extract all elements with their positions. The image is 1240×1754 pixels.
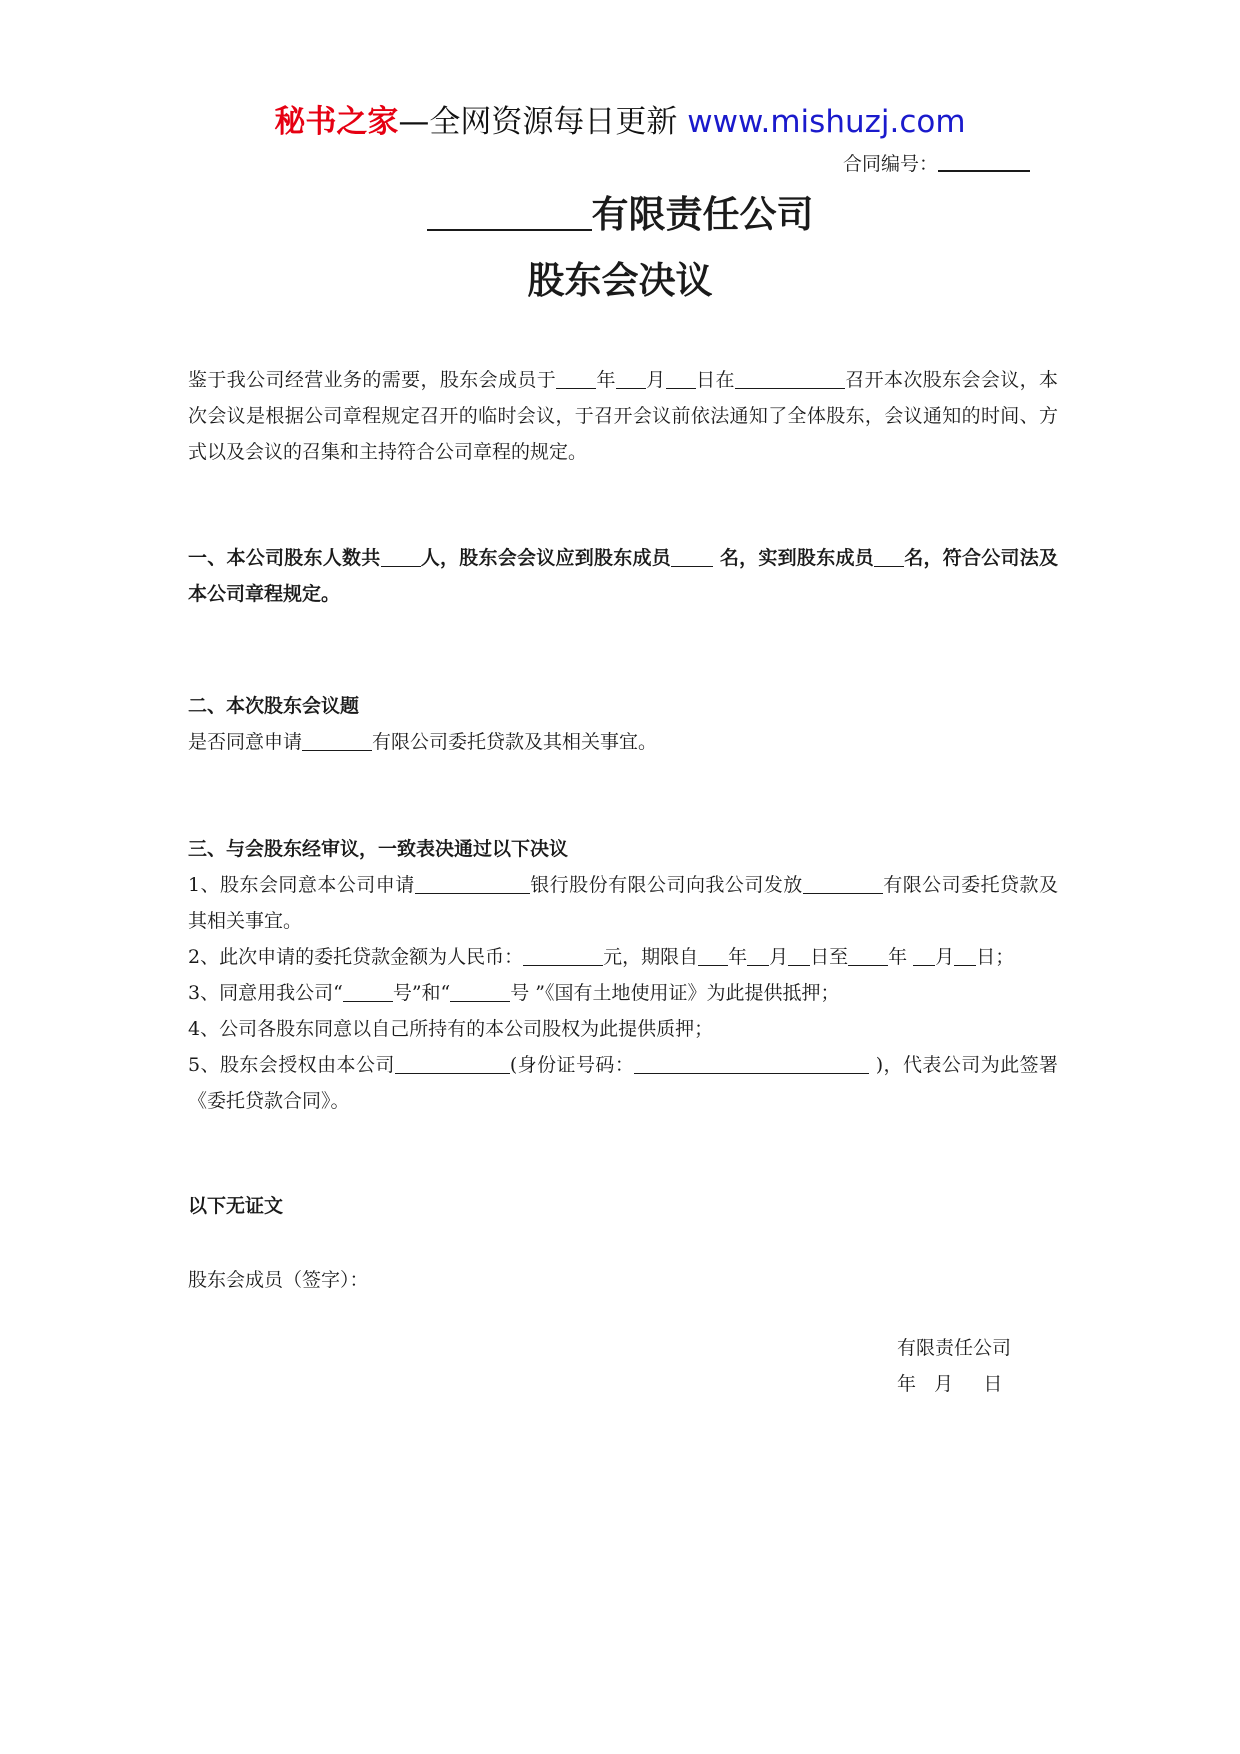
company-name-blank xyxy=(427,191,592,231)
resolution-item-1 xyxy=(188,867,1058,939)
document-title: 股东会决议 xyxy=(527,259,713,302)
contract-number xyxy=(843,150,1030,178)
banner-url: www.mishuzj.com xyxy=(687,104,966,140)
bank-blank xyxy=(415,873,530,894)
section3-heading: 三、与会股东经审议，一致表决通过以下决议 xyxy=(188,838,569,860)
item2-text-2: 元，期限自 xyxy=(603,946,699,968)
no-text-below: 以下无证文 xyxy=(188,1195,284,1217)
item2-text-5: 日至 xyxy=(810,946,849,968)
item3-text-1: 3、同意用我公司“ xyxy=(188,982,343,1004)
lending-company-blank xyxy=(803,873,883,894)
resolution-item-5 xyxy=(188,1047,1058,1119)
intro-text-1: 鉴于我公司经营业务的需要，股东会成员于 xyxy=(188,369,557,391)
lender-company-blank xyxy=(302,730,372,751)
contract-number-blank xyxy=(938,150,1030,172)
section2-text-2: 有限公司委托贷款及其相关事宜。 xyxy=(372,731,658,753)
start-day-blank xyxy=(788,945,810,966)
year-blank xyxy=(556,368,596,389)
resolution-item-4: 4、公司各股东同意以自己所持有的本公司股权为此提供质押； xyxy=(188,1018,714,1040)
actual-members-blank xyxy=(874,546,904,567)
item1-text-1: 1、股东会同意本公司申请 xyxy=(188,874,415,896)
end-day-blank xyxy=(954,945,976,966)
item1-text-3: 有限公司委托贷款及其相关事宜。 xyxy=(188,874,1058,932)
section1-text-3: 名，实到股东成员 xyxy=(713,547,874,569)
certificate-no-2-blank xyxy=(450,981,510,1002)
signature-label: 股东会成员（签字）： xyxy=(188,1269,369,1291)
resolution-item-3 xyxy=(188,975,1058,1011)
section1-text-1: 一、本公司股东人数共 xyxy=(188,547,381,569)
section1-text-2: 人，股东会会议应到股东成员 xyxy=(420,547,672,569)
site-banner xyxy=(0,100,1240,144)
item2-text-7: 月 xyxy=(935,946,955,968)
sign-company: 有限责任公司 xyxy=(897,1337,1012,1359)
end-month-blank xyxy=(913,945,935,966)
id-number-blank xyxy=(634,1053,869,1074)
end-year-blank xyxy=(848,945,888,966)
item2-text-8: 日； xyxy=(976,946,1015,968)
section2-heading: 二、本次股东会议题 xyxy=(188,695,360,717)
item3-text-3: 号 ”《国有土地使用证》为此提供抵押； xyxy=(510,982,840,1004)
item2-text-6: 年 xyxy=(888,946,914,968)
month-blank xyxy=(616,368,646,389)
authorized-person-blank xyxy=(395,1053,510,1074)
section-1 xyxy=(188,540,1058,612)
company-title xyxy=(0,190,1240,240)
company-suffix: 有限责任公司 xyxy=(591,193,814,236)
section-2 xyxy=(188,688,1058,760)
certificate-no-1-blank xyxy=(343,981,393,1002)
day-blank xyxy=(666,368,696,389)
amount-blank xyxy=(523,945,603,966)
item2-text-4: 月 xyxy=(769,946,789,968)
contract-number-label: 合同编号： xyxy=(842,153,938,175)
item3-text-2: 号”和“ xyxy=(392,982,451,1004)
section2-text-1: 是否同意申请 xyxy=(188,731,303,753)
intro-text-4: 日在 xyxy=(695,369,735,391)
intro-text-5: 召开本次股东会会议，本次会议是根据公司章程规定召开的临时会议，于召开会议前依法通知了全体股东，会议通知的时间、方式以及会议的召集和主持符合公司章程的规定。 xyxy=(188,369,1058,463)
section1-text-4: 名，符合公司法及本公司章程规定。 xyxy=(188,547,1058,605)
sign-date: 年 月 日 xyxy=(897,1373,1003,1395)
item2-text-1: 2、此次申请的委托贷款金额为人民币： xyxy=(188,946,524,968)
intro-text-3: 月 xyxy=(645,369,666,391)
intro-paragraph xyxy=(188,362,1058,470)
item1-text-2: 银行股份有限公司向我公司发放 xyxy=(529,874,803,896)
banner-slogan: —全网资源每日更新 xyxy=(398,104,688,140)
resolution-item-2 xyxy=(188,939,1058,975)
item5-text-2: (身份证号码： xyxy=(509,1054,635,1076)
item5-text-3: )，代表公司为此签署《委托贷款合同》。 xyxy=(188,1054,1058,1112)
start-year-blank xyxy=(698,945,728,966)
item5-text-1: 5、股东会授权由本公司 xyxy=(188,1054,395,1076)
place-blank xyxy=(735,368,845,389)
item2-text-3: 年 xyxy=(728,946,748,968)
start-month-blank xyxy=(747,945,769,966)
banner-brand: 秘书之家 xyxy=(274,104,399,140)
section-3 xyxy=(188,831,1058,1119)
shareholder-count-blank xyxy=(381,546,421,567)
intro-text-2: 年 xyxy=(596,369,616,391)
expected-members-blank xyxy=(671,546,713,567)
